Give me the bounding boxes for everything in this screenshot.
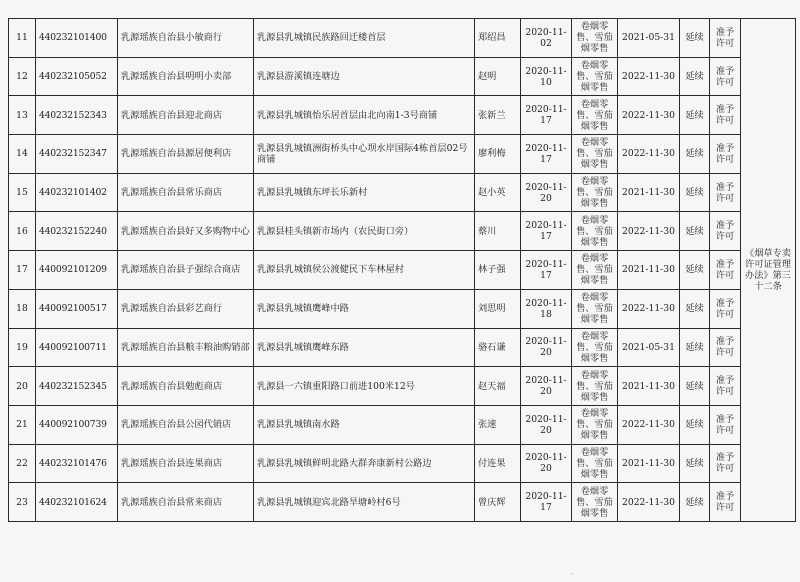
application-type: 延续 [680,444,710,483]
business-address: 乳源县乳城镇南水路 [254,405,475,444]
issue-date: 2020-11-10 [521,57,572,96]
representative-name: 廖利梅 [475,135,521,174]
table-row [9,212,796,251]
business-scope: 卷烟零售、雪茄烟零售 [572,367,618,406]
license-number: 440232152345 [36,367,118,406]
shop-name: 乳源瑶族自治县粮丰粮油购销部 [118,328,254,367]
license-number: 440092100739 [36,405,118,444]
business-scope: 卷烟零售、雪茄烟零售 [572,135,618,174]
shop-name: 乳源瑶族自治县小敏商行 [118,19,254,58]
representative-name: 张新兰 [475,96,521,135]
expiry-date: 2022-11-30 [618,289,680,328]
license-number: 440232101402 [36,173,118,212]
table-row [9,135,796,174]
license-number: 440232152343 [36,96,118,135]
expiry-date: 2022-11-30 [618,405,680,444]
shop-name: 乳源瑶族自治县好又多购物中心 [118,212,254,251]
business-address: 乳源县桂头镇新市场内（农民街口旁） [254,212,475,251]
shop-name: 乳源瑶族自治县常乐商店 [118,173,254,212]
business-address: 乳源县乳城镇鲜明北路大群奔康新村公路边 [254,444,475,483]
business-address: 乳源县乳城镇迎宾北路旱塘岭村6号 [254,483,475,522]
business-address: 乳源县乳城镇东坪长乐新村 [254,173,475,212]
issue-date: 2020-11-17 [521,96,572,135]
license-number: 440232101400 [36,19,118,58]
license-number: 440092100517 [36,289,118,328]
representative-name: 蔡川 [475,212,521,251]
issue-date: 2020-11-17 [521,135,572,174]
shop-name: 乳源瑶族自治县明明小卖部 [118,57,254,96]
row-number: 12 [9,57,36,96]
approval-result: 准予许可 [710,173,741,212]
issue-date: 2020-11-17 [521,483,572,522]
business-address: 乳源县乳城镇鹰峰东路 [254,328,475,367]
application-type: 延续 [680,328,710,367]
table-row [9,444,796,483]
approval-result: 准予许可 [710,289,741,328]
representative-name: 张速 [475,405,521,444]
table-row [9,328,796,367]
row-number: 17 [9,251,36,290]
table-row [9,251,796,290]
row-number: 20 [9,367,36,406]
business-address: 乳源县乳城镇民族路回迁楼首层 [254,19,475,58]
row-number: 14 [9,135,36,174]
row-number: 18 [9,289,36,328]
expiry-date: 2021-05-31 [618,19,680,58]
business-scope: 卷烟零售、雪茄烟零售 [572,289,618,328]
legal-basis: 《烟草专卖许可证管理办法》第三十二条 [741,19,796,522]
expiry-date: 2021-11-30 [618,444,680,483]
license-number: 440232152347 [36,135,118,174]
expiry-date: 2022-11-30 [618,212,680,251]
row-number: 21 [9,405,36,444]
representative-name: 骆石谦 [475,328,521,367]
business-address: 乳源县一六镇重阳路口前进100米12号 [254,367,475,406]
approval-result: 准予许可 [710,251,741,290]
table-row [9,405,796,444]
shop-name: 乳源瑶族自治县常来商店 [118,483,254,522]
shop-name: 乳源瑶族自治县源居便利店 [118,135,254,174]
row-number: 11 [9,19,36,58]
expiry-date: 2021-11-30 [618,173,680,212]
approval-result: 准予许可 [710,405,741,444]
approval-result: 准予许可 [710,57,741,96]
license-table [8,18,796,522]
shop-name: 乳源瑶族自治县子强综合商店 [118,251,254,290]
license-number: 440092101209 [36,251,118,290]
expiry-date: 2022-11-30 [618,483,680,522]
license-number: 440232152240 [36,212,118,251]
expiry-date: 2021-05-31 [618,328,680,367]
business-address: 乳源县乳城镇洲街桥头中心坝水岸国际4栋首层02号商铺 [254,135,475,174]
shop-name: 乳源瑶族自治县勉彪商店 [118,367,254,406]
license-number: 440092100711 [36,328,118,367]
representative-name: 赵明 [475,57,521,96]
expiry-date: 2021-11-30 [618,367,680,406]
business-scope: 卷烟零售、雪茄烟零售 [572,173,618,212]
issue-date: 2020-11-17 [521,251,572,290]
expiry-date: 2022-11-30 [618,57,680,96]
representative-name: 赵小英 [475,173,521,212]
row-number: 23 [9,483,36,522]
table-row [9,96,796,135]
license-number: 440232105052 [36,57,118,96]
application-type: 延续 [680,19,710,58]
business-scope: 卷烟零售、雪茄烟零售 [572,251,618,290]
shop-name: 乳源瑶族自治县连果商店 [118,444,254,483]
business-scope: 卷烟零售、雪茄烟零售 [572,212,618,251]
issue-date: 2020-11-20 [521,444,572,483]
representative-name: 林子强 [475,251,521,290]
application-type: 延续 [680,212,710,251]
expiry-date: 2022-11-30 [618,135,680,174]
issue-date: 2020-11-20 [521,328,572,367]
application-type: 延续 [680,173,710,212]
expiry-date: 2022-11-30 [618,96,680,135]
approval-result: 准予许可 [710,19,741,58]
table-row [9,367,796,406]
business-scope: 卷烟零售、雪茄烟零售 [572,483,618,522]
representative-name: 曾庆辉 [475,483,521,522]
issue-date: 2020-11-20 [521,173,572,212]
business-scope: 卷烟零售、雪茄烟零售 [572,57,618,96]
representative-name: 赵天福 [475,367,521,406]
table-row [9,19,796,58]
approval-result: 准予许可 [710,328,741,367]
approval-result: 准予许可 [710,96,741,135]
license-number: 440232101624 [36,483,118,522]
business-address: 乳源县乳城镇鹰峰中路 [254,289,475,328]
representative-name: 付连果 [475,444,521,483]
approval-result: 准予许可 [710,135,741,174]
table-row [9,483,796,522]
representative-name: 刘思明 [475,289,521,328]
shop-name: 乳源瑶族自治县迎北商店 [118,96,254,135]
business-address: 乳源县游溪镇连塘边 [254,57,475,96]
application-type: 延续 [680,289,710,328]
issue-date: 2020-11-02 [521,19,572,58]
row-number: 15 [9,173,36,212]
application-type: 延续 [680,405,710,444]
application-type: 延续 [680,251,710,290]
table-row [9,57,796,96]
expiry-date: 2021-11-30 [618,251,680,290]
representative-name: 郑绍昌 [475,19,521,58]
row-number: 16 [9,212,36,251]
shop-name: 乳源瑶族自治县彩艺商行 [118,289,254,328]
scan-speck: · [571,570,574,578]
approval-result: 准予许可 [710,212,741,251]
application-type: 延续 [680,483,710,522]
business-address: 乳源县乳城镇怡乐居首层由北向南1-3号商铺 [254,96,475,135]
issue-date: 2020-11-17 [521,212,572,251]
table-row [9,173,796,212]
application-type: 延续 [680,57,710,96]
row-number: 13 [9,96,36,135]
approval-result: 准予许可 [710,367,741,406]
issue-date: 2020-11-18 [521,289,572,328]
row-number: 22 [9,444,36,483]
application-type: 延续 [680,135,710,174]
application-type: 延续 [680,96,710,135]
approval-result: 准予许可 [710,444,741,483]
shop-name: 乳源瑶族自治县公园代销店 [118,405,254,444]
issue-date: 2020-11-20 [521,367,572,406]
issue-date: 2020-11-20 [521,405,572,444]
business-address: 乳源县乳城镇侯公渡健民下车林屋村 [254,251,475,290]
business-scope: 卷烟零售、雪茄烟零售 [572,19,618,58]
business-scope: 卷烟零售、雪茄烟零售 [572,405,618,444]
table-row [9,289,796,328]
row-number: 19 [9,328,36,367]
business-scope: 卷烟零售、雪茄烟零售 [572,96,618,135]
license-number: 440232101476 [36,444,118,483]
business-scope: 卷烟零售、雪茄烟零售 [572,444,618,483]
business-scope: 卷烟零售、雪茄烟零售 [572,328,618,367]
application-type: 延续 [680,367,710,406]
approval-result: 准予许可 [710,483,741,522]
